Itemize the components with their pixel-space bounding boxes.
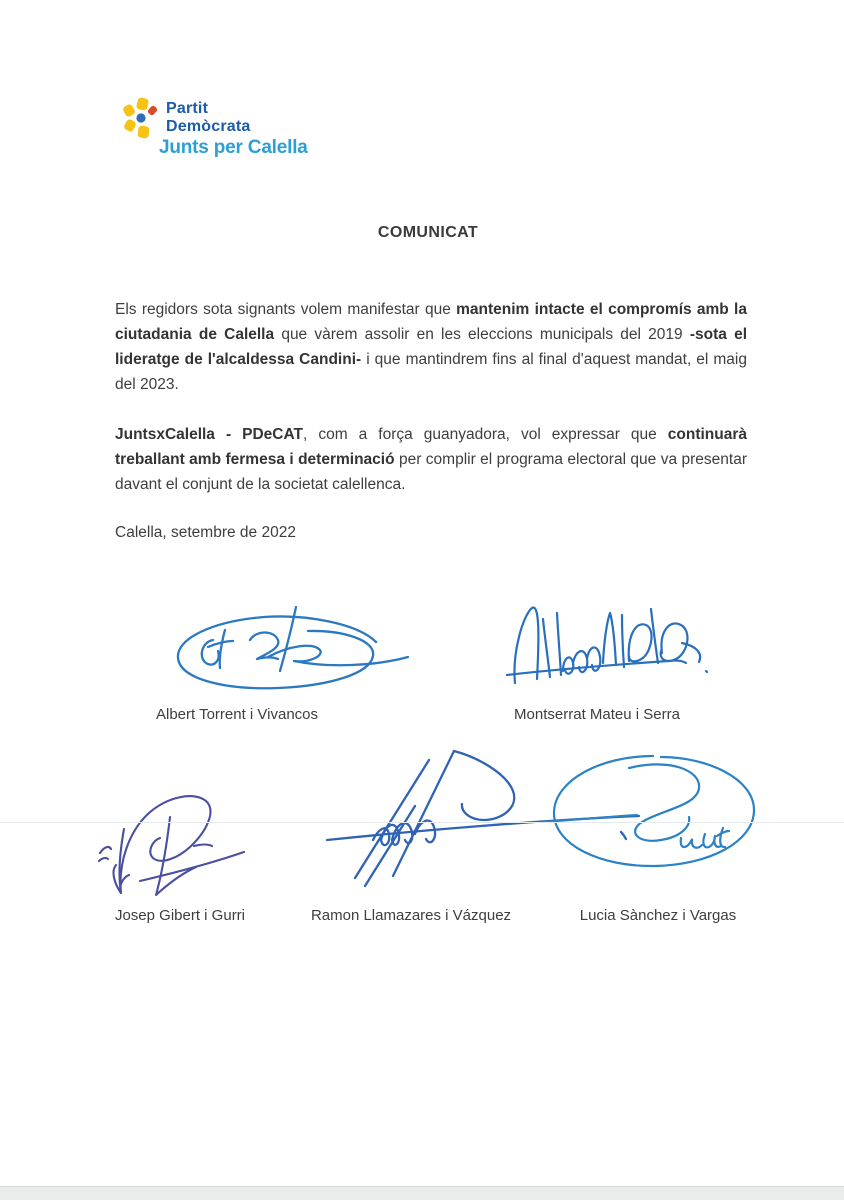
- flower-center-dot: [136, 113, 145, 122]
- pdecat-flower-icon: [123, 97, 157, 141]
- letterhead-logo: [123, 97, 308, 159]
- text-segment: i que mantindrem fins al final d'aquest mandat, el maig del 2023.: [115, 351, 747, 393]
- logo-subtitle: Junts per Calella: [159, 137, 308, 158]
- signatory-name: Ramon Llamazares i Vázquez: [310, 907, 512, 924]
- document-title: COMUNICAT: [377, 224, 479, 241]
- text-segment: que vàrem assolir en les eleccions municipals del 2019: [274, 326, 690, 343]
- paragraph-1: [115, 297, 747, 397]
- text-segment-bold: -sota el lideratge de l'alcaldessa Candini-: [115, 326, 748, 368]
- signature-montserrat-mateu: [505, 601, 710, 701]
- text-segment: Els regidors sota signants volem manifestar que: [115, 301, 457, 318]
- paragraph-2: [115, 422, 747, 497]
- flower-petal-top: [136, 97, 150, 111]
- flower-petal-left: [123, 103, 136, 118]
- signature-josep-gibert: [98, 789, 248, 905]
- signatory-name: Josep Gibert i Gurri: [114, 907, 246, 924]
- flower-petal-bottom-left: [123, 118, 137, 132]
- signatory-name: Montserrat Mateu i Serra: [514, 706, 680, 723]
- text-segment: , com a força guanyadora, vol expressar que: [303, 426, 668, 443]
- signatory-name: Albert Torrent i Vivancos: [155, 706, 319, 723]
- text-segment-bold: continuarà treballant amb fermesa i determinació: [115, 426, 747, 468]
- signature-albert-torrent: [170, 606, 410, 696]
- text-segment: per complir el programa electoral que va presentar davant el conjunt de la societat calellenca.: [115, 451, 747, 493]
- logo-text: [159, 97, 308, 159]
- logo-party-name-line1: Partit: [166, 100, 209, 117]
- signature-lucia-sanchez: [543, 750, 760, 872]
- signatory-name: Lucia Sànchez i Vargas: [579, 907, 737, 924]
- flower-petal-red: [147, 105, 157, 116]
- logo-party-name-line2: Demòcrata: [166, 118, 251, 135]
- scan-edge-strip: [0, 1186, 844, 1200]
- flower-petal-bottom: [137, 125, 150, 138]
- text-segment-bold: mantenim intacte el compromís amb la ciutadania de Calella: [115, 301, 747, 343]
- scan-crease-line: [0, 822, 844, 823]
- text-segment-bold: JuntsxCalella - PDeCAT: [115, 426, 303, 443]
- dateline: Calella, setembre de 2022: [115, 524, 296, 541]
